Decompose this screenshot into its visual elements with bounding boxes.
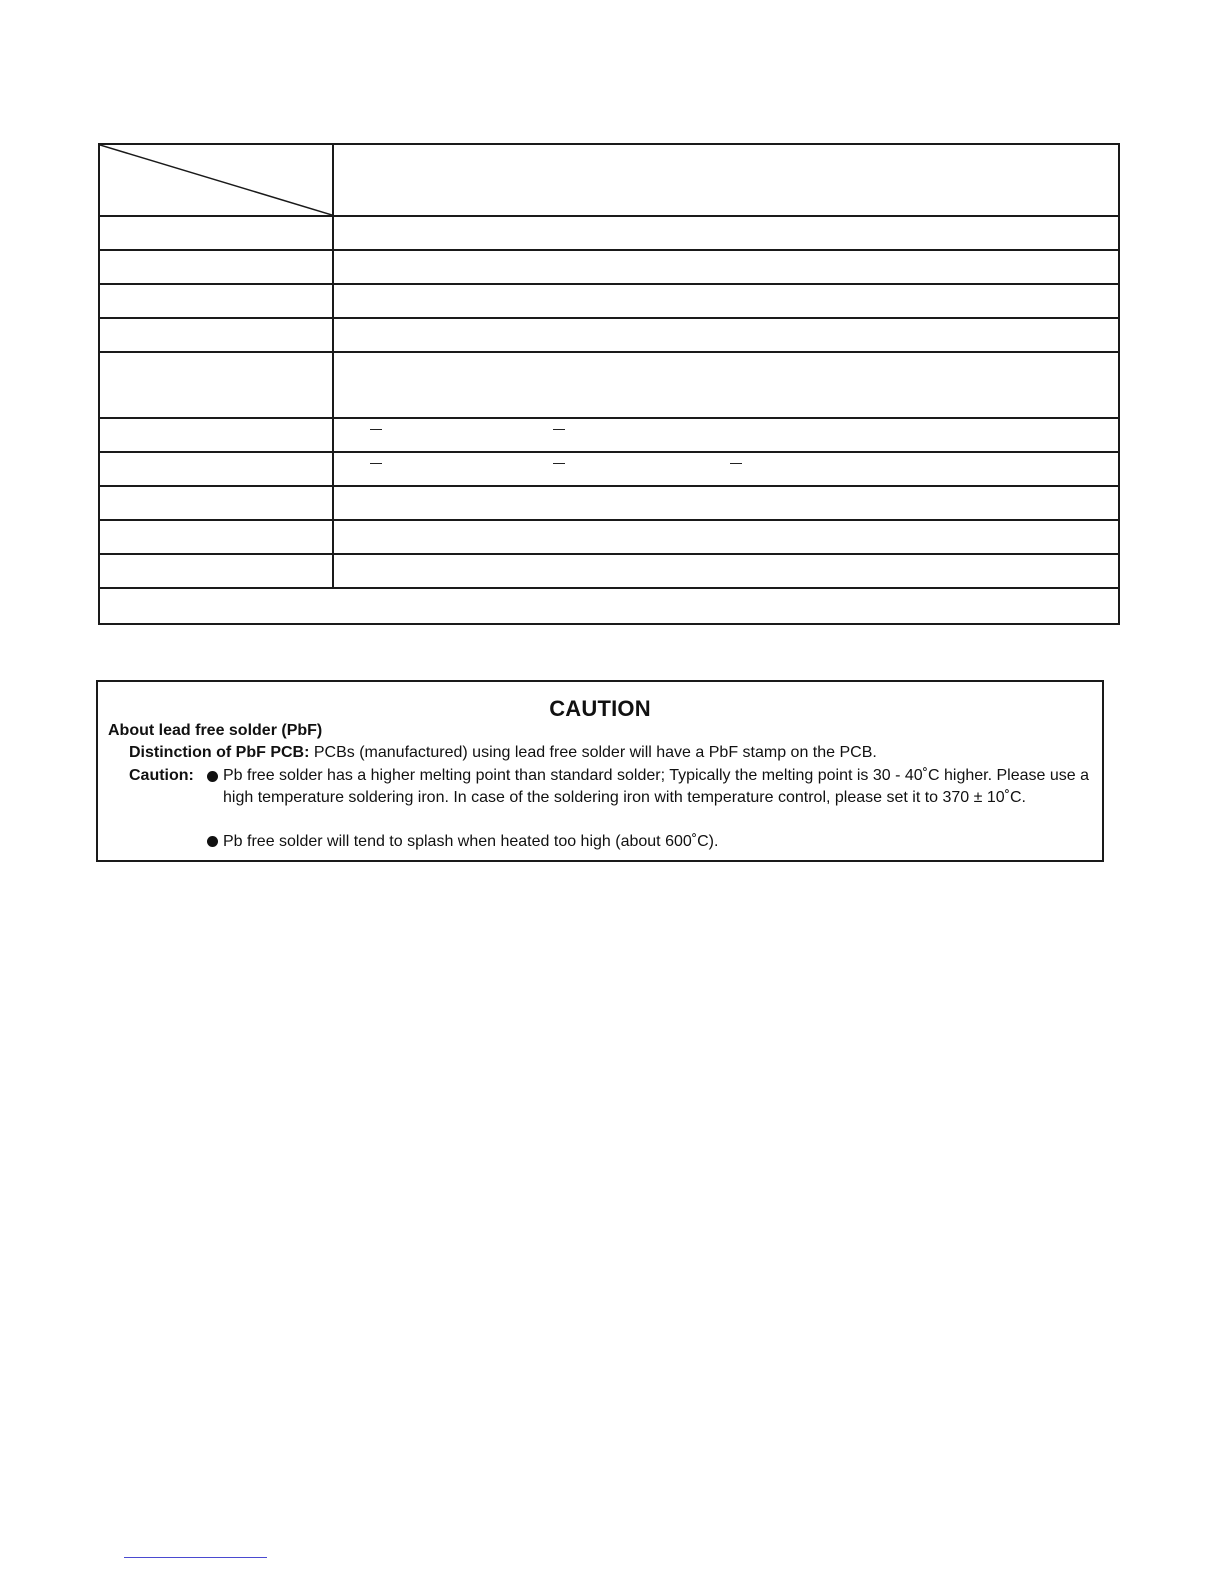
- table-label-cell: [99, 318, 333, 352]
- table-label-cell: [99, 418, 333, 452]
- tolerance-mark: [553, 429, 565, 430]
- table-row: [99, 554, 1119, 588]
- caution-bullet-text: Pb free solder has a higher melting point than standard solder; Typically the melting point is 30 - 40˚C higher. Please use a high temperature soldering iron. In case of the soldering iron with temperature control, please set it to 370 ± 10˚C.: [223, 767, 1089, 806]
- table-value-cell: [333, 554, 1119, 588]
- table-label-cell: [99, 520, 333, 554]
- table-label-cell: [99, 452, 333, 486]
- caution-label: Caution:: [129, 767, 194, 784]
- tolerance-mark: [553, 463, 565, 464]
- tolerance-mark: [730, 463, 742, 464]
- table-value-cell: [333, 520, 1119, 554]
- table-row: [99, 318, 1119, 352]
- table-label-cell: [99, 554, 333, 588]
- table-row: [99, 520, 1119, 554]
- diagonal-divider: [100, 145, 332, 215]
- distinction-line: [129, 744, 877, 762]
- table-label-cell: [99, 486, 333, 520]
- table-label-cell: [99, 284, 333, 318]
- table-value-cell: [333, 452, 1119, 486]
- table-header-cell: [333, 144, 1119, 216]
- table-value-cell: [333, 216, 1119, 250]
- tolerance-mark: [370, 463, 382, 464]
- table-corner-cell: [99, 144, 333, 216]
- spec-table: [98, 143, 1120, 625]
- table-row: [99, 486, 1119, 520]
- table-value-cell: [333, 318, 1119, 352]
- table-label-cell: [99, 352, 333, 418]
- footer-rule: [124, 1557, 267, 1558]
- tolerance-mark: [370, 429, 382, 430]
- table-value-cell: [333, 352, 1119, 418]
- table-row: [99, 284, 1119, 318]
- table-value-cell: [333, 486, 1119, 520]
- table-footer-cell: [99, 588, 1119, 624]
- about-heading: About lead free solder (PbF): [108, 722, 323, 739]
- table-row: [99, 250, 1119, 284]
- table-row: [99, 452, 1119, 486]
- caution-title: CAUTION: [549, 696, 651, 721]
- table-row: [99, 418, 1119, 452]
- table-label-cell: [99, 250, 333, 284]
- table-value-cell: [333, 284, 1119, 318]
- table-value-cell: [333, 250, 1119, 284]
- caution-bullet-text: Pb free solder will tend to splash when heated too high (about 600˚C).: [223, 833, 719, 850]
- caution-box: [96, 680, 1104, 862]
- table-row: [99, 216, 1119, 250]
- table-footer-row: [99, 588, 1119, 624]
- bullet-icon: [207, 836, 218, 847]
- table-header-row: [99, 144, 1119, 216]
- bullet-icon: [207, 771, 218, 782]
- table-row: [99, 352, 1119, 418]
- table-value-cell: [333, 418, 1119, 452]
- distinction-label: Distinction of PbF PCB:: [129, 744, 310, 761]
- table-label-cell: [99, 216, 333, 250]
- distinction-text: PCBs (manufactured) using lead free solder will have a PbF stamp on the PCB.: [309, 744, 877, 761]
